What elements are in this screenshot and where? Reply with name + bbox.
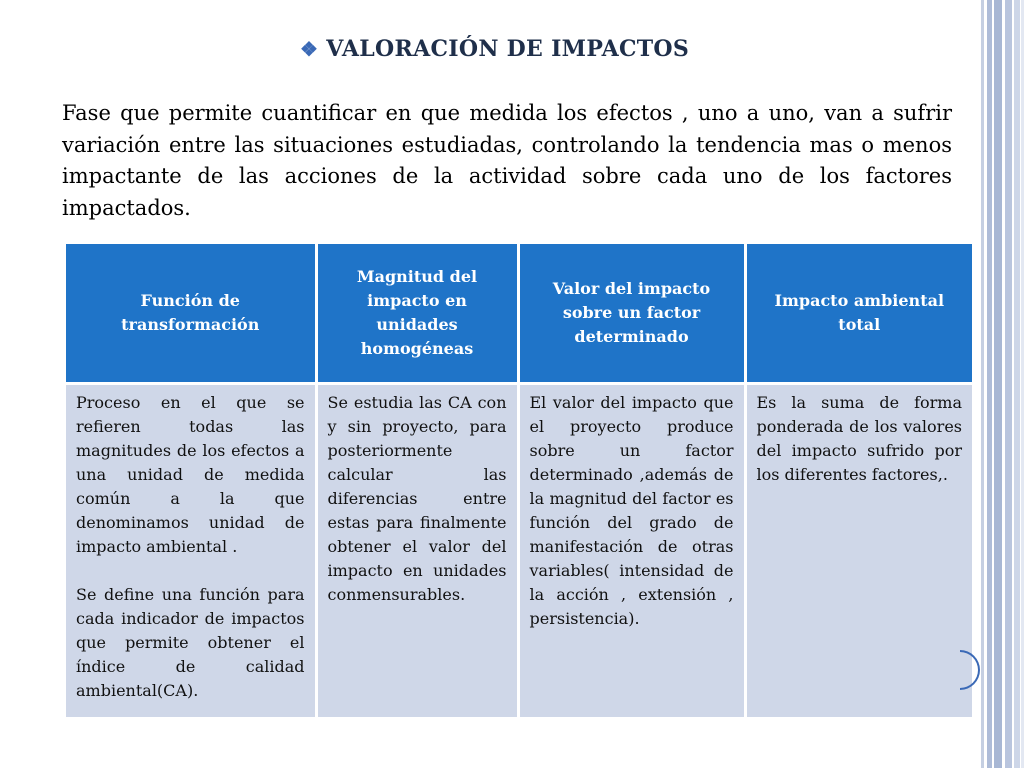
cell-paragraph: Proceso en el que se refieren todas las magnitudes de los efectos a una unidad de medida común a la que denominamos unidad de impacto ambiental . (76, 393, 305, 556)
diamond-bullet-icon: ❖ (300, 37, 319, 61)
header-valor-impacto: Valor del impacto sobre un factor determinado (518, 244, 745, 384)
cell-impacto-total (745, 384, 972, 718)
cell-paragraph: El valor del impacto que el proyecto produce sobre un factor determinado ,además de la magnitud del factor es función del grado de manifestación de otras variables( intensidad de la acción , extensión , persistencia). (529, 393, 734, 628)
header-impacto-total: Impacto ambiental total (745, 244, 972, 384)
stripe (1014, 0, 1020, 768)
cell-valor-impacto (518, 384, 745, 718)
stripe (987, 0, 992, 768)
stripe (994, 0, 1002, 768)
slide-title (300, 36, 689, 62)
cell-funcion-transformacion (66, 384, 316, 718)
impact-table (66, 244, 972, 717)
stripe (1005, 0, 1012, 768)
cell-magnitud-impacto (316, 384, 518, 718)
header-magnitud-impacto: Magnitud del impacto en unidades homogéneas (316, 244, 518, 384)
decorative-arc (960, 650, 980, 690)
intro-paragraph: Fase que permite cuantificar en que medida los efectos , uno a uno, van a sufrir variación entre las situaciones estudiadas, controlando la tendencia mas o menos impactante de las acciones de la actividad sobre cada uno de los factores impactados. (62, 101, 952, 220)
decorative-side-stripes (978, 0, 1024, 768)
stripe (981, 0, 984, 768)
table-row (66, 384, 972, 718)
slide-title-text: VALORACIÓN DE IMPACTOS (326, 36, 690, 62)
cell-paragraph: Se define una función para cada indicador de impactos que permite obtener el índice de calidad ambiental(CA). (76, 585, 305, 700)
table-header-row (66, 244, 972, 384)
header-funcion-transformacion: Función de transformación (66, 244, 316, 384)
cell-paragraph: Se estudia las CA con y sin proyecto, para posteriormente calcular las diferencias entre estas para finalmente obtener el valor del impacto en unidades conmensurables. (327, 393, 507, 604)
cell-paragraph: Es la suma de forma ponderada de los valores del impacto sufrido por los diferentes factores,. (756, 393, 962, 484)
